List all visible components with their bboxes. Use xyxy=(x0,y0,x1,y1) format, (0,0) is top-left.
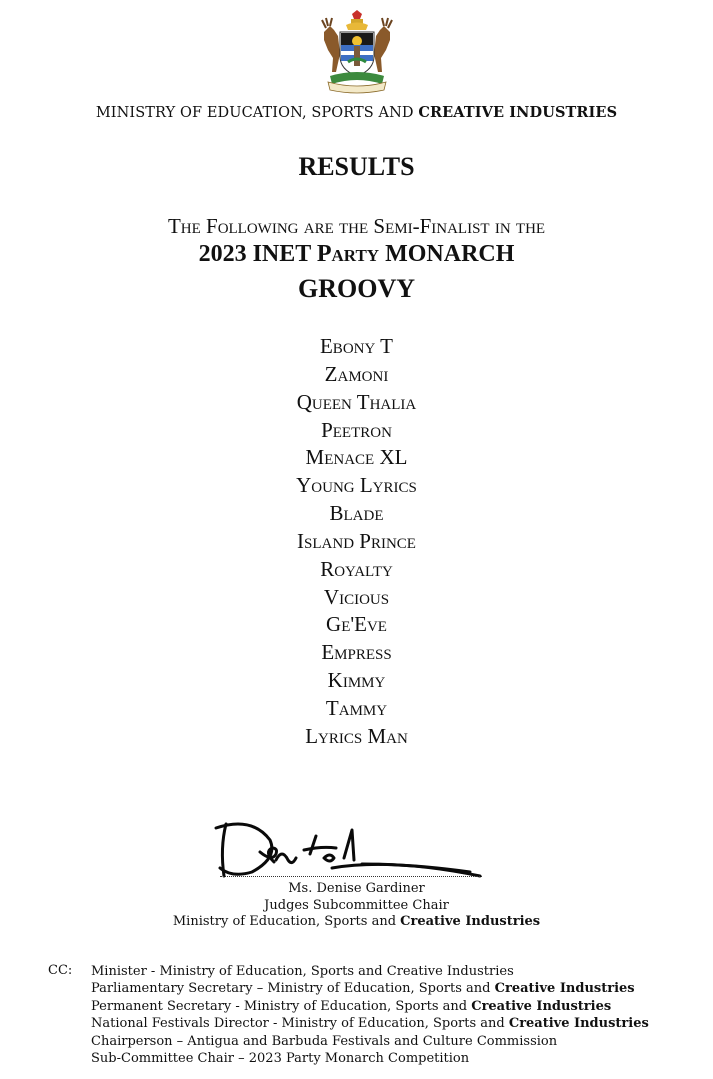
finalist-name: Lyrics Man xyxy=(305,723,408,748)
cc-recipient-text: Parliamentary Secretary – Ministry of Education, Sports and xyxy=(91,981,495,997)
cc-recipient xyxy=(91,1015,649,1032)
cc-recipient xyxy=(91,1050,649,1067)
finalist-name: Menace XL xyxy=(305,445,408,470)
ministry-name: MINISTRY OF EDUCATION, SPORTS AND xyxy=(95,105,419,121)
cc-recipient-text: Sub-Committee Chair – 2023 Party Monarch Competition xyxy=(91,1050,470,1066)
finalist-name: Young Lyrics xyxy=(296,473,417,498)
cc-recipient-text: Chairperson – Antigua and Barbuda Festivals and Culture Commission xyxy=(91,1033,558,1049)
finalist-name: Empress xyxy=(321,640,392,665)
finalist-name: Kimmy xyxy=(327,668,386,693)
finalist-name: Ge'Eve xyxy=(326,612,387,637)
signatory-org-bold: Creative Industries xyxy=(400,914,541,929)
cc-recipient-text: Minister - Ministry of Education, Sports and Creative Industries xyxy=(91,964,514,979)
handwritten-signature xyxy=(212,818,492,890)
cc-recipient xyxy=(91,963,649,980)
cc-recipient xyxy=(91,1033,649,1050)
cc-recipient xyxy=(91,980,649,997)
document-title: RESULTS xyxy=(298,152,415,181)
signatory-organization xyxy=(0,914,713,929)
cc-recipient xyxy=(91,998,649,1015)
finalist-name: Queen Thalia xyxy=(296,389,417,414)
cc-recipient-text: Permanent Secretary - Ministry of Education, Sports and xyxy=(91,998,472,1014)
finalist-name: Peetron xyxy=(321,417,392,442)
finalist-name: Royalty xyxy=(320,556,393,581)
event-title: 2023 INET Party MONARCH xyxy=(198,241,515,267)
ministry-header xyxy=(0,104,713,121)
finalist-name: Zamoni xyxy=(324,361,389,386)
cc-recipient-text: National Festivals Director - Ministry of Education, Sports and xyxy=(91,1016,509,1032)
coat-of-arms-emblem xyxy=(316,10,398,94)
signatory-role: Judges Subcommittee Chair xyxy=(264,898,449,913)
semi-finalist-list xyxy=(0,333,713,751)
finalist-name: Island Prince xyxy=(297,528,416,553)
signatory-name: Ms. Denise Gardiner xyxy=(288,881,425,896)
signatory-org-text: Ministry of Education, Sports and xyxy=(172,914,401,929)
finalist-name: Ebony T xyxy=(319,334,394,358)
cc-recipient-bold: Creative Industries xyxy=(494,981,635,997)
finalist-name: Blade xyxy=(329,501,384,526)
finalist-name: Tammy xyxy=(325,695,388,720)
signature-line xyxy=(220,876,482,877)
finalist-name: Vicious xyxy=(323,584,390,609)
intro-line: The Following are the Semi-Finalist in the xyxy=(167,214,546,238)
cc-recipient-list xyxy=(91,963,649,1067)
cc-recipient-bold: Creative Industries xyxy=(471,998,612,1014)
ministry-name-bold: CREATIVE INDUSTRIES xyxy=(418,104,618,121)
cc-recipient-bold: Creative Industries xyxy=(508,1016,649,1032)
category-title: GROOVY xyxy=(298,274,415,303)
cc-label: CC: xyxy=(48,963,73,978)
